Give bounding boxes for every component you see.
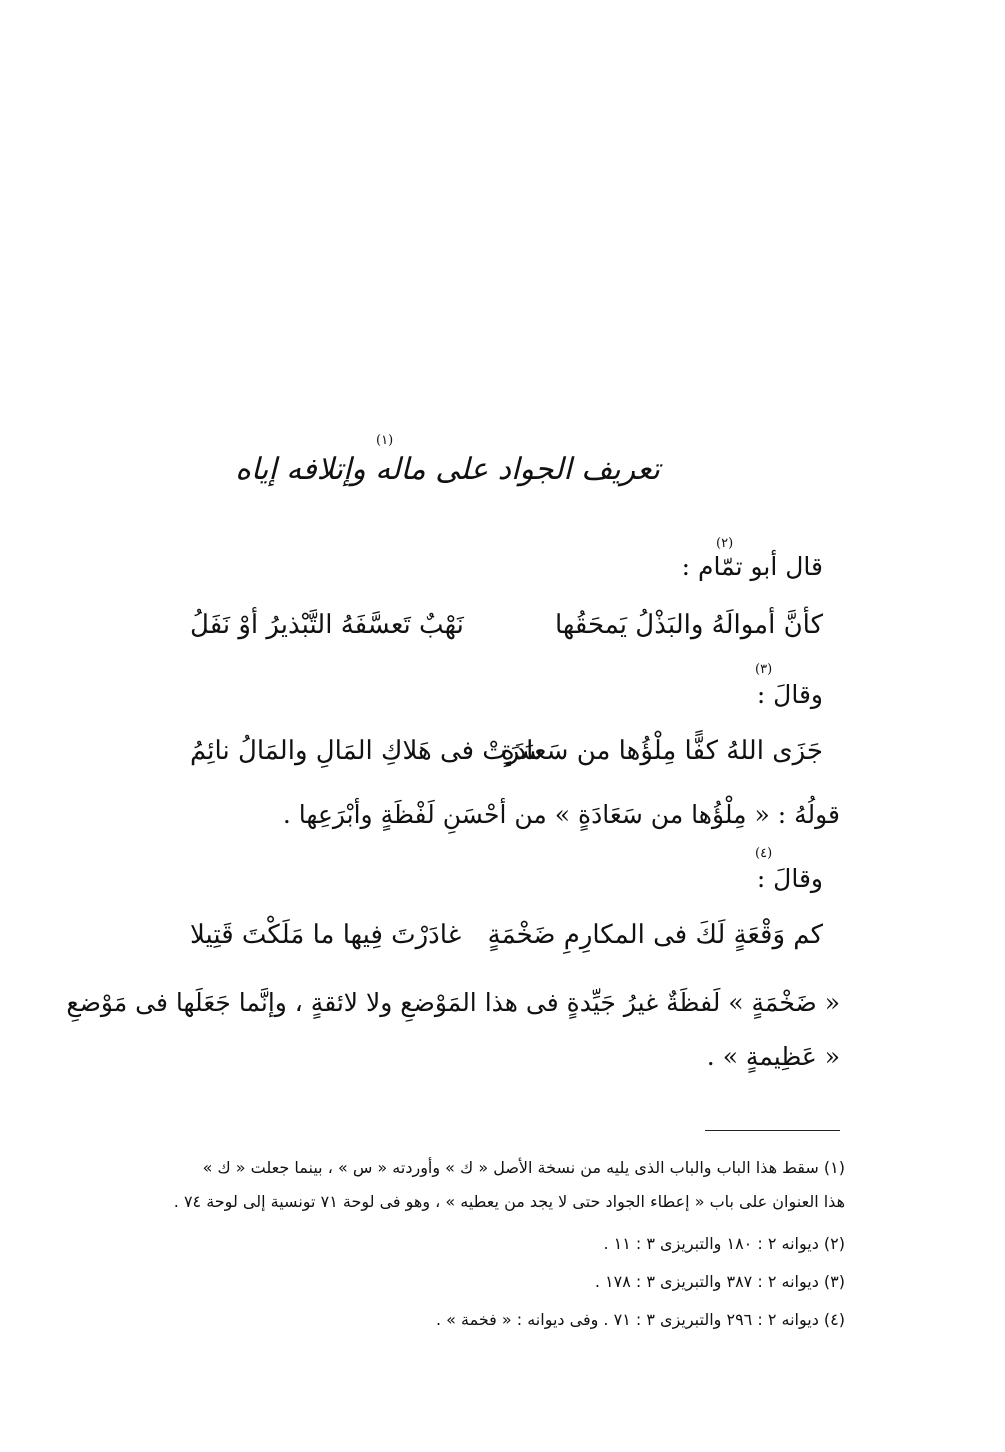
title-footnote-ref: (١) bbox=[376, 433, 394, 448]
footnote-text: ديوانه ٢ : ٢٩٦ والتبريزى ٣ : ٧١ . وفى ديوانه : « فخمة » . bbox=[435, 1310, 819, 1329]
poet-intro: وقالَ : bbox=[756, 680, 823, 709]
footnote-text: ديوانه ٢ : ٣٨٧ والتبريزى ٣ : ١٧٨ . bbox=[594, 1272, 819, 1291]
poet-intro: قال أبو تمّام : bbox=[681, 552, 823, 581]
footnote-text: هذا العنوان على باب « إعطاء الجواد حتى لا يجد من يعطيه » ، وهو فى لوحة ٧١ تونسية إلى لوحة ٧٤ . bbox=[173, 1192, 845, 1211]
verse-line bbox=[190, 736, 823, 776]
footnote-3 bbox=[595, 1272, 845, 1291]
footnote-ref-4: (٤) bbox=[755, 846, 773, 861]
verse-line bbox=[190, 920, 823, 960]
section-title: تعريف الجواد على ماله وإتلافه إياه bbox=[235, 452, 660, 487]
footnote-2 bbox=[603, 1234, 845, 1253]
footnote-1-continued bbox=[145, 1192, 845, 1211]
verse-second-hemistich: نَهْبٌ تَعسَّفَهُ التَّبْذيرُ أوْ نَفَلُ bbox=[190, 610, 464, 640]
commentary-line: « ضَخْمَةٍ » لَفظَةٌ غيرُ جَيِّدةٍ فى هذا المَوْضعِ ولا لائقةٍ ، وإنَّما جَعَلَها فى مَوْضعِ bbox=[66, 988, 840, 1017]
footnote-number: (٤) bbox=[823, 1310, 845, 1329]
footnote-number: (٢) bbox=[823, 1234, 845, 1253]
footnote-ref-2: (٢) bbox=[716, 536, 734, 551]
footnote-number: (٣) bbox=[823, 1272, 845, 1291]
footnote-text: ديوانه ٢ : ١٨٠ والتبريزى ٣ : ١١ . bbox=[603, 1234, 819, 1253]
verse-second-hemistich: سَرَتْ فى هَلاكِ المَالِ والمَالُ نائِمُ bbox=[190, 736, 543, 766]
footnote-number: (١) bbox=[823, 1158, 845, 1177]
verse-first-hemistich: كأنَّ أموالَهُ والبَذْلُ يَمحَقُها bbox=[554, 610, 823, 640]
verse-second-hemistich: غادَرْتَ فِيها ما مَلَكْتَ قَتِيلا bbox=[190, 920, 462, 950]
footnote-1 bbox=[145, 1158, 845, 1177]
verse-first-hemistich: جَزَى اللهُ كفًّا مِلْؤُها من سَعادَةٍ bbox=[500, 736, 823, 766]
commentary-line: « عَظِيمةٍ » . bbox=[706, 1042, 840, 1071]
footnote-ref-3: (٣) bbox=[755, 662, 773, 677]
poet-intro: وقالَ : bbox=[756, 864, 823, 893]
footnote-separator bbox=[705, 1130, 840, 1131]
verse-line bbox=[190, 610, 823, 650]
commentary-line: قولُهُ : « مِلْؤُها من سَعَادَةٍ » من أحْسَنِ لَفْظَةٍ وأبْرَعِها . bbox=[282, 800, 840, 829]
verse-first-hemistich: كم وَقْعَةٍ لَكَ فى المكارِمِ ضَخْمَةٍ bbox=[487, 920, 823, 950]
footnote-4 bbox=[436, 1310, 845, 1329]
footnote-text: سقط هذا الباب والباب الذى يليه من نسخة الأصل « ك » وأوردته « س » ، بينما جعلت « ك » bbox=[202, 1158, 819, 1177]
